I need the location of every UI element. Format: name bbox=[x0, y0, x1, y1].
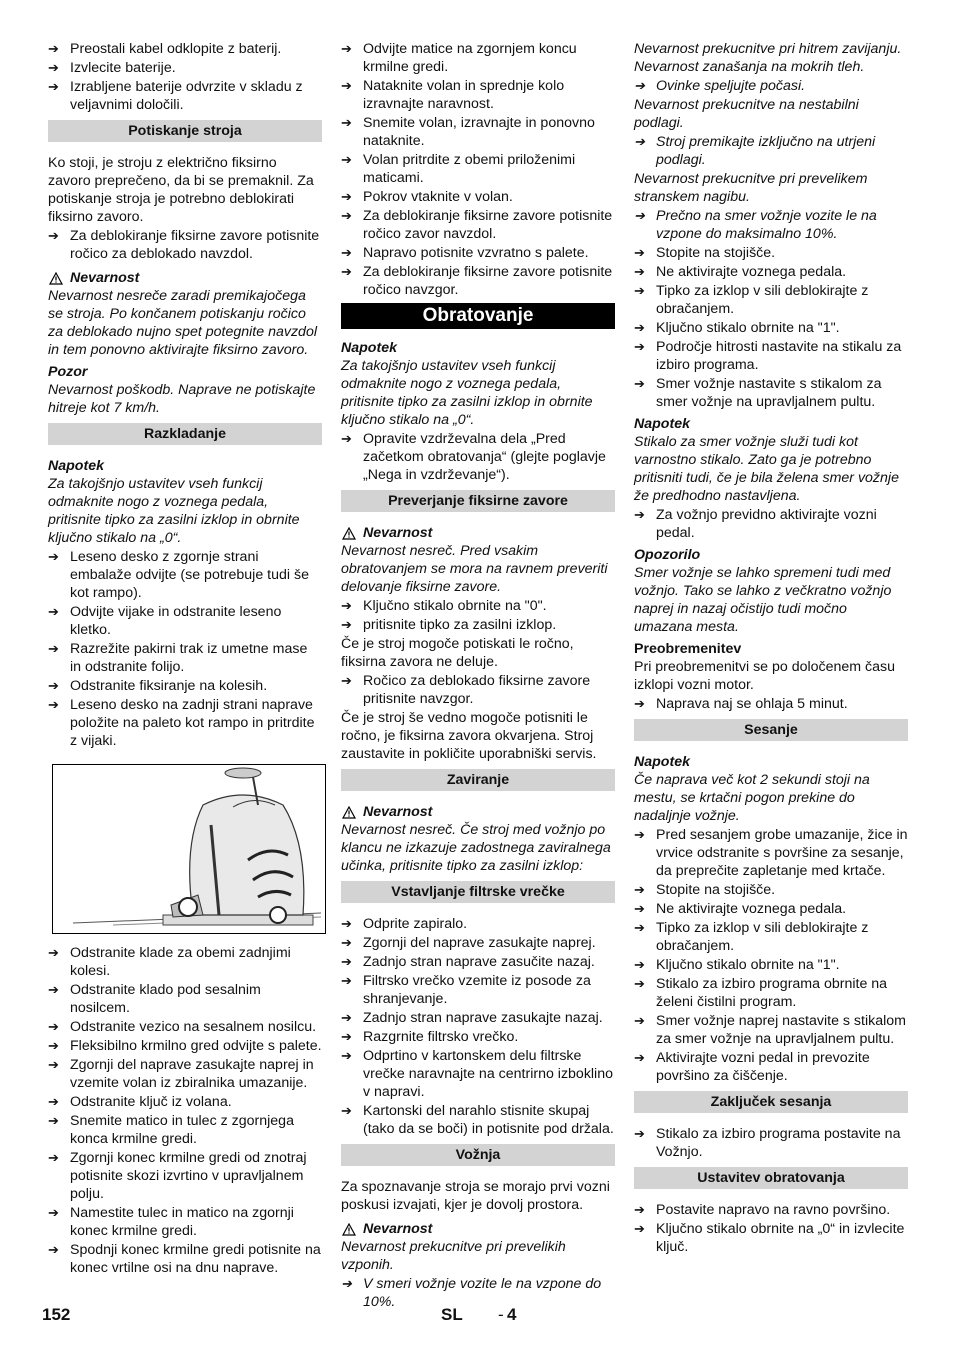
list-item bbox=[634, 900, 908, 918]
arrow-bullet-icon: ➔ bbox=[634, 1050, 645, 1065]
bullet-list bbox=[341, 430, 615, 484]
list-item-text: Ključno stikalo obrnite na "1". bbox=[656, 320, 840, 336]
list-item bbox=[48, 59, 322, 77]
list-item-text: V smeri vožnje vozite le na vzpone do 10%. bbox=[363, 1276, 602, 1310]
note-text: Za takojšnjo ustavitev vseh funkcij odmaknite nogo z voznega pedala, pritisnite tipko za zasilni izklop in obrnite ključno stikalo na „0“. bbox=[48, 476, 300, 546]
arrow-bullet-icon: ➔ bbox=[48, 1113, 59, 1128]
paragraph: Pri preobremenitvi se po določenem času izklopi vozni motor. bbox=[634, 659, 896, 693]
list-item bbox=[634, 263, 908, 281]
list-item-text: Odstranite klade za obemi zadnjimi kolesi. bbox=[70, 945, 291, 979]
section-heading: Preverjanje fiksirne zavore bbox=[341, 490, 615, 512]
bullet-list bbox=[634, 1201, 908, 1256]
arrow-bullet-icon: ➔ bbox=[634, 264, 645, 279]
arrow-bullet-icon: ➔ bbox=[634, 376, 645, 391]
column-middle bbox=[341, 40, 615, 1312]
list-item bbox=[341, 616, 615, 634]
list-item bbox=[341, 77, 615, 113]
list-item bbox=[341, 934, 615, 952]
list-item bbox=[341, 1047, 615, 1101]
caution-text: Nevarnost poškodb. Naprave ne potiskajte hitreje kot 7 km/h. bbox=[48, 382, 316, 416]
paragraph: Če je stroj mogoče potiskati le ročno, fiksirna zavora ne deluje. bbox=[341, 636, 574, 670]
danger-text: Nevarnost prekucnitve pri hitrem zavijanju. bbox=[634, 41, 902, 57]
arrow-bullet-icon: ➔ bbox=[634, 78, 645, 93]
list-item-text: Prečno na smer vožnje vozite le na vzpone do maksimalno 10%. bbox=[656, 208, 877, 242]
arrow-bullet-icon: ➔ bbox=[634, 901, 645, 916]
bullet-list bbox=[341, 915, 615, 1138]
note-label: Napotek bbox=[634, 416, 690, 432]
list-item bbox=[341, 40, 615, 76]
note-label: Napotek bbox=[341, 340, 397, 356]
arrow-bullet-icon: ➔ bbox=[48, 41, 59, 56]
list-item-text: Zgornji konec krmilne gredi od znotraj potisnite skozi izvrtino v upravljalnem polju. bbox=[70, 1150, 307, 1202]
list-item bbox=[48, 1112, 322, 1148]
arrow-bullet-icon: ➔ bbox=[48, 1150, 59, 1165]
bullet-list bbox=[634, 77, 908, 95]
arrow-bullet-icon: ➔ bbox=[634, 1202, 645, 1217]
bullet-list bbox=[634, 244, 908, 411]
bullet-list bbox=[341, 597, 615, 634]
arrow-bullet-icon: ➔ bbox=[341, 189, 352, 204]
list-item bbox=[634, 282, 908, 318]
arrow-bullet-icon: ➔ bbox=[341, 431, 352, 446]
arrow-bullet-icon: ➔ bbox=[341, 916, 352, 931]
list-item bbox=[634, 1220, 908, 1256]
list-item-text: Stroj premikajte izključno na utrjeni podlagi. bbox=[656, 134, 876, 168]
list-item-text: Razrežite pakirni trak iz umetne mase in odstranite folijo. bbox=[70, 641, 308, 675]
section-heading: Razkladanje bbox=[48, 423, 322, 445]
arrow-bullet-icon: ➔ bbox=[341, 935, 352, 950]
arrow-bullet-icon: ➔ bbox=[341, 973, 352, 988]
arrow-bullet-icon: ➔ bbox=[341, 1029, 352, 1044]
list-item-text: Odstranite vezico na sesalnem nosilcu. bbox=[70, 1019, 317, 1035]
list-item bbox=[48, 1056, 322, 1092]
arrow-bullet-icon: ➔ bbox=[341, 41, 352, 56]
list-item-text: Za deblokiranje fiksirne zavore potisnite ročico zavor navzdol. bbox=[363, 208, 613, 242]
arrow-bullet-icon: ➔ bbox=[341, 1103, 352, 1118]
arrow-bullet-icon: ➔ bbox=[341, 1276, 352, 1291]
footer-separator: - bbox=[498, 1305, 504, 1324]
list-item bbox=[341, 263, 615, 299]
list-item bbox=[341, 1275, 615, 1311]
list-item-text: Ključno stikalo obrnite na "1". bbox=[656, 957, 840, 973]
list-item bbox=[634, 207, 908, 243]
arrow-bullet-icon: ➔ bbox=[48, 60, 59, 75]
list-item-text: Tipko za izklop v sili deblokirajte z obračanjem. bbox=[656, 920, 869, 954]
list-item bbox=[634, 1125, 908, 1161]
list-item-text: Pred sesanjem grobe umazanije, žice in vrvice odstranite s površine za sesanje, da preprečite zapletanje med krtače. bbox=[656, 827, 908, 879]
arrow-bullet-icon: ➔ bbox=[341, 152, 352, 167]
list-item bbox=[48, 603, 322, 639]
list-item-text: Leseno desko z zgornje strani embalaže odvijte (se potrebuje tudi še kot rampo). bbox=[70, 549, 309, 601]
list-item-text: Naprava naj se ohlaja 5 minut. bbox=[656, 696, 848, 712]
section-heading: Vstavljanje filtrske vrečke bbox=[341, 881, 615, 903]
column-right bbox=[634, 40, 908, 1257]
list-item bbox=[48, 1241, 322, 1277]
list-item bbox=[634, 826, 908, 880]
list-item-text: Stikalo za izbiro programa obrnite na želeni čistilni program. bbox=[656, 976, 888, 1010]
bullet-list bbox=[341, 1275, 615, 1311]
page-number: 152 bbox=[42, 1305, 71, 1324]
warning-icon bbox=[341, 527, 357, 540]
arrow-bullet-icon: ➔ bbox=[634, 920, 645, 935]
danger-text: Nevarnost nesreče zaradi premikajočega se stroja. Po končanem potiskanju ročico za deblokado nujno spet potegnite navzdol in tem ponovno aktivirajte fiksirno zavoro. bbox=[48, 288, 317, 358]
list-item-text: Kartonski del narahlo stisnite skupaj (tako da se boči) in potisnite pod držala. bbox=[363, 1103, 614, 1137]
list-item bbox=[341, 1028, 615, 1046]
machine-on-pallet-figure bbox=[52, 764, 326, 934]
list-item bbox=[634, 319, 908, 337]
list-item bbox=[48, 227, 322, 263]
list-item-text: Namestite tulec in matico na zgornji konec krmilne gredi. bbox=[70, 1205, 294, 1239]
list-item-text: Leseno desko na zadnji strani naprave položite na paleto kot rampo in pritrdite z vijaki. bbox=[70, 697, 315, 749]
list-item bbox=[634, 133, 908, 169]
arrow-bullet-icon: ➔ bbox=[48, 945, 59, 960]
list-item bbox=[48, 40, 322, 58]
bullet-list bbox=[634, 207, 908, 243]
list-item bbox=[341, 207, 615, 243]
list-item bbox=[634, 1201, 908, 1219]
list-item bbox=[634, 919, 908, 955]
arrow-bullet-icon: ➔ bbox=[48, 641, 59, 656]
list-item-text: Ne aktivirajte voznega pedala. bbox=[656, 264, 847, 280]
list-item bbox=[341, 597, 615, 615]
arrow-bullet-icon: ➔ bbox=[341, 245, 352, 260]
arrow-bullet-icon: ➔ bbox=[341, 1048, 352, 1063]
note-text: Če naprava več kot 2 sekundi stoji na mestu, se krtačni pogon prekine do nadaljnje vožnje. bbox=[634, 772, 870, 824]
list-item-text: Volan pritrdite z obemi priloženimi maticami. bbox=[363, 152, 576, 186]
list-item bbox=[341, 430, 615, 484]
danger-text: Nevarnost zanašanja na mokrih tleh. bbox=[634, 59, 865, 75]
arrow-bullet-icon: ➔ bbox=[48, 79, 59, 94]
list-item-text: Stopite na stojišče. bbox=[656, 245, 776, 261]
bullet-list bbox=[48, 548, 322, 750]
arrow-bullet-icon: ➔ bbox=[48, 604, 59, 619]
list-item-text: Za deblokiranje fiksirne zavore potisnite ročico za deblokado navzdol. bbox=[70, 228, 320, 262]
list-item-text: Odstranite klado pod sesalnim nosilcem. bbox=[70, 982, 261, 1016]
list-item bbox=[341, 1009, 615, 1027]
arrow-bullet-icon: ➔ bbox=[341, 954, 352, 969]
list-item-text: Zgornji del naprave zasukajte naprej in vzemite volan iz zbiralnika umazanije. bbox=[70, 1057, 314, 1091]
note-label: Napotek bbox=[634, 754, 690, 770]
list-item-text: Stikalo za izbiro programa postavite na Vožnjo. bbox=[656, 1126, 901, 1160]
list-item-text: Odvijte vijake in odstranite leseno kletko. bbox=[70, 604, 282, 638]
note-label: Napotek bbox=[48, 458, 104, 474]
arrow-bullet-icon: ➔ bbox=[634, 976, 645, 991]
list-item bbox=[48, 677, 322, 695]
section-number: 4 bbox=[507, 1305, 517, 1324]
arrow-bullet-icon: ➔ bbox=[634, 320, 645, 335]
list-item bbox=[48, 548, 322, 602]
danger-text: Nevarnost nesreč. Če stroj med vožnjo po klancu ne izkazuje zadostnega zaviralnega učinka, pritisnite tipko za zasilni izklop: bbox=[341, 822, 611, 874]
arrow-bullet-icon: ➔ bbox=[634, 1013, 645, 1028]
note-text: Za takojšnjo ustavitev vseh funkcij odmaknite nogo z voznega pedala, pritisnite tipko za zasilni izklop in obrnite ključno stikalo na „0“. bbox=[341, 358, 593, 428]
list-item bbox=[48, 1037, 322, 1055]
list-item bbox=[48, 944, 322, 980]
bullet-list bbox=[634, 695, 908, 713]
bullet-list bbox=[48, 40, 322, 114]
list-item-text: Snemite volan, izravnajte in ponovno nataknite. bbox=[363, 115, 595, 149]
arrow-bullet-icon: ➔ bbox=[48, 697, 59, 712]
bullet-list bbox=[634, 1125, 908, 1161]
list-item-text: Zadnjo stran naprave zasukajte nazaj. bbox=[363, 1010, 603, 1026]
list-item-text: Spodnji konec krmilne gredi potisnite na konec vrtilne osi na dnu naprave. bbox=[70, 1242, 321, 1276]
list-item bbox=[48, 78, 322, 114]
list-item bbox=[341, 114, 615, 150]
arrow-bullet-icon: ➔ bbox=[48, 1205, 59, 1220]
bullet-list bbox=[341, 40, 615, 299]
list-item-text: Nataknite volan in sprednje kolo izravnajte naravnost. bbox=[363, 78, 565, 112]
caution-label: Pozor bbox=[48, 364, 88, 380]
list-item bbox=[341, 672, 615, 708]
section-heading: Zaviranje bbox=[341, 769, 615, 791]
list-item bbox=[48, 1149, 322, 1203]
arrow-bullet-icon: ➔ bbox=[634, 1221, 645, 1236]
list-item bbox=[634, 244, 908, 262]
list-item bbox=[341, 915, 615, 933]
arrow-bullet-icon: ➔ bbox=[341, 264, 352, 279]
list-item bbox=[48, 1093, 322, 1111]
list-item-text: Preostali kabel odklopite z baterij. bbox=[70, 41, 282, 57]
note-text: Stikalo za smer vožnje služi tudi kot varnostno stikalo. Zato ga je potrebno pritisniti tudi, če je bila želena smer vožnje že predhodno nastavljena. bbox=[634, 434, 899, 504]
list-item bbox=[634, 506, 908, 542]
paragraph: Če je stroj še vedno mogoče potisniti le ročno, je fiksirna zavora okvarjena. Stroj zaustavite in pokličite uporabniški servis. bbox=[341, 710, 597, 762]
arrow-bullet-icon: ➔ bbox=[634, 339, 645, 354]
list-item-text: Razgrnite filtrsko vrečko. bbox=[363, 1029, 519, 1045]
arrow-bullet-icon: ➔ bbox=[48, 1038, 59, 1053]
list-item-text: Izrabljene baterije odvrzite v skladu z veljavnimi določili. bbox=[70, 79, 303, 113]
list-item bbox=[48, 640, 322, 676]
paragraph: Za spoznavanje stroja se morajo prvi vozni poskusi izvajati, kjer je dovolj prostora. bbox=[341, 1179, 610, 1213]
list-item-text: Postavite napravo na ravno površino. bbox=[656, 1202, 891, 1218]
warning-text: Smer vožnje se lahko spremeni tudi med vožnjo. Tako se lahko z večkratno vožnjo naprej in nazaj očistijo tudi močno umazana mesta. bbox=[634, 565, 892, 635]
list-item-text: Stopite na stojišče. bbox=[656, 882, 776, 898]
list-item bbox=[634, 695, 908, 713]
section-heading: Vožnja bbox=[341, 1144, 615, 1166]
danger-text: Nevarnost prekucnitve pri prevelikem stranskem nagibu. bbox=[634, 171, 868, 205]
scrubber-machine-illustration bbox=[53, 765, 325, 933]
danger-label: Nevarnost bbox=[48, 269, 322, 287]
bullet-list bbox=[634, 506, 908, 542]
list-item bbox=[48, 981, 322, 1017]
list-item-text: Zadnjo stran naprave zasučite nazaj. bbox=[363, 954, 595, 970]
danger-label: Nevarnost bbox=[341, 524, 615, 542]
danger-label: Nevarnost bbox=[341, 803, 615, 821]
arrow-bullet-icon: ➔ bbox=[634, 1126, 645, 1141]
arrow-bullet-icon: ➔ bbox=[341, 115, 352, 130]
warning-label: Opozorilo bbox=[634, 547, 701, 563]
arrow-bullet-icon: ➔ bbox=[48, 1057, 59, 1072]
list-item-text: Ročico za deblokado fiksirne zavore pritisnite navzgor. bbox=[363, 673, 591, 707]
list-item-text: Opravite vzdrževalna dela „Pred začetkom obratovanja“ (glejte poglavje „Nega in vzdrževanje“). bbox=[363, 431, 606, 483]
list-item bbox=[341, 151, 615, 187]
danger-label: Nevarnost bbox=[341, 1220, 615, 1238]
arrow-bullet-icon: ➔ bbox=[48, 228, 59, 243]
list-item-text: Odvijte matice na zgornjem koncu krmilne gredi. bbox=[363, 41, 577, 75]
list-item bbox=[341, 953, 615, 971]
warning-icon bbox=[48, 272, 64, 285]
list-item-text: Tipko za izklop v sili deblokirajte z obračanjem. bbox=[656, 283, 869, 317]
list-item bbox=[48, 1018, 322, 1036]
section-heading: Potiskanje stroja bbox=[48, 120, 322, 142]
arrow-bullet-icon: ➔ bbox=[48, 1242, 59, 1257]
bullet-list bbox=[48, 227, 322, 263]
list-item bbox=[341, 188, 615, 206]
arrow-bullet-icon: ➔ bbox=[341, 673, 352, 688]
list-item bbox=[48, 696, 322, 750]
arrow-bullet-icon: ➔ bbox=[48, 678, 59, 693]
list-item bbox=[48, 1204, 322, 1240]
list-item-text: Odstranite fiksiranje na kolesih. bbox=[70, 678, 268, 694]
language-code: SL bbox=[441, 1305, 463, 1324]
list-item-text: Odprite zapiralo. bbox=[363, 916, 468, 932]
list-item-text: Odstranite ključ iz volana. bbox=[70, 1094, 232, 1110]
danger-text: Nevarnost prekucnitve pri prevelikih vzponih. bbox=[341, 1239, 566, 1273]
danger-text: Nevarnost prekucnitve na nestabilni podlagi. bbox=[634, 97, 859, 131]
section-heading: Zaključek sesanja bbox=[634, 1091, 908, 1113]
arrow-bullet-icon: ➔ bbox=[634, 134, 645, 149]
section-heading: Sesanje bbox=[634, 719, 908, 741]
arrow-bullet-icon: ➔ bbox=[341, 78, 352, 93]
list-item bbox=[341, 972, 615, 1008]
arrow-bullet-icon: ➔ bbox=[341, 598, 352, 613]
list-item bbox=[634, 975, 908, 1011]
arrow-bullet-icon: ➔ bbox=[634, 245, 645, 260]
arrow-bullet-icon: ➔ bbox=[48, 1094, 59, 1109]
arrow-bullet-icon: ➔ bbox=[341, 617, 352, 632]
list-item-text: Smer vožnje nastavite s stikalom za smer vožnje na upravljalnem pultu. bbox=[656, 376, 882, 410]
list-item-text: Za deblokiranje fiksirne zavore potisnite ročico navzgor. bbox=[363, 264, 613, 298]
subheading: Preobremenitev bbox=[634, 641, 742, 657]
list-item-text: Pokrov vtaknite v volan. bbox=[363, 189, 513, 205]
chapter-title: Obratovanje bbox=[341, 303, 615, 329]
list-item-text: Področje hitrosti nastavite na stikalu za izbiro programa. bbox=[656, 339, 902, 373]
list-item bbox=[634, 956, 908, 974]
arrow-bullet-icon: ➔ bbox=[634, 507, 645, 522]
list-item-text: Smer vožnje naprej nastavite s stikalom za smer vožnje na upravljalnem pultu. bbox=[656, 1013, 906, 1047]
arrow-bullet-icon: ➔ bbox=[634, 882, 645, 897]
list-item-text: Odprtino v kartonskem delu filtrske vrečke naravnajte na centrirno izboklino v napravi. bbox=[363, 1048, 613, 1100]
list-item-text: pritisnite tipko za zasilni izklop. bbox=[363, 617, 557, 633]
list-item-text: Filtrsko vrečko vzemite iz posode za shranjevanje. bbox=[363, 973, 591, 1007]
list-item bbox=[634, 881, 908, 899]
warning-icon bbox=[341, 806, 357, 819]
arrow-bullet-icon: ➔ bbox=[634, 283, 645, 298]
bullet-list bbox=[341, 672, 615, 708]
list-item bbox=[634, 375, 908, 411]
list-item-text: Ključno stikalo obrnite na "0". bbox=[363, 598, 547, 614]
bullet-list bbox=[48, 944, 322, 1277]
list-item bbox=[634, 338, 908, 374]
list-item bbox=[341, 244, 615, 262]
arrow-bullet-icon: ➔ bbox=[48, 1019, 59, 1034]
arrow-bullet-icon: ➔ bbox=[634, 957, 645, 972]
bullet-list bbox=[634, 826, 908, 1085]
list-item-text: Ključno stikalo obrnite na „0“ in izvlecite ključ. bbox=[656, 1221, 905, 1255]
arrow-bullet-icon: ➔ bbox=[634, 827, 645, 842]
arrow-bullet-icon: ➔ bbox=[634, 696, 645, 711]
list-item bbox=[634, 1012, 908, 1048]
warning-icon bbox=[341, 1223, 357, 1236]
paragraph: Ko stoji, je stroju z električno fiksirno zavoro preprečeno, da bi se premaknil. Za potiskanje stroja je potrebno deblokirati fiksirno zavoro. bbox=[48, 155, 314, 225]
bullet-list bbox=[634, 133, 908, 169]
arrow-bullet-icon: ➔ bbox=[48, 549, 59, 564]
arrow-bullet-icon: ➔ bbox=[48, 982, 59, 997]
section-heading: Ustavitev obratovanja bbox=[634, 1167, 908, 1189]
list-item-text: Fleksibilno krmilno gred odvijte s palete. bbox=[70, 1038, 322, 1054]
list-item-text: Ne aktivirajte voznega pedala. bbox=[656, 901, 847, 917]
danger-text: Nevarnost nesreč. Pred vsakim obratovanjem se mora na ravnem preveriti delovanje fiksirne zavore. bbox=[341, 543, 608, 595]
arrow-bullet-icon: ➔ bbox=[341, 1010, 352, 1025]
list-item-text: Snemite matico in tulec z zgornjega konca krmilne gredi. bbox=[70, 1113, 294, 1147]
list-item-text: Aktivirajte vozni pedal in prevozite površino za čiščenje. bbox=[656, 1050, 870, 1084]
list-item bbox=[634, 1049, 908, 1085]
list-item-text: Zgornji del naprave zasukajte naprej. bbox=[363, 935, 596, 951]
list-item bbox=[634, 77, 908, 95]
column-left bbox=[48, 40, 322, 1278]
list-item-text: Za vožnjo previdno aktivirajte vozni pedal. bbox=[656, 507, 877, 541]
arrow-bullet-icon: ➔ bbox=[634, 208, 645, 223]
arrow-bullet-icon: ➔ bbox=[341, 208, 352, 223]
list-item-text: Napravo potisnite vzvratno s palete. bbox=[363, 245, 589, 261]
list-item bbox=[341, 1102, 615, 1138]
list-item-text: Ovinke speljujte počasi. bbox=[656, 78, 806, 94]
list-item-text: Izvlecite baterije. bbox=[70, 60, 176, 76]
